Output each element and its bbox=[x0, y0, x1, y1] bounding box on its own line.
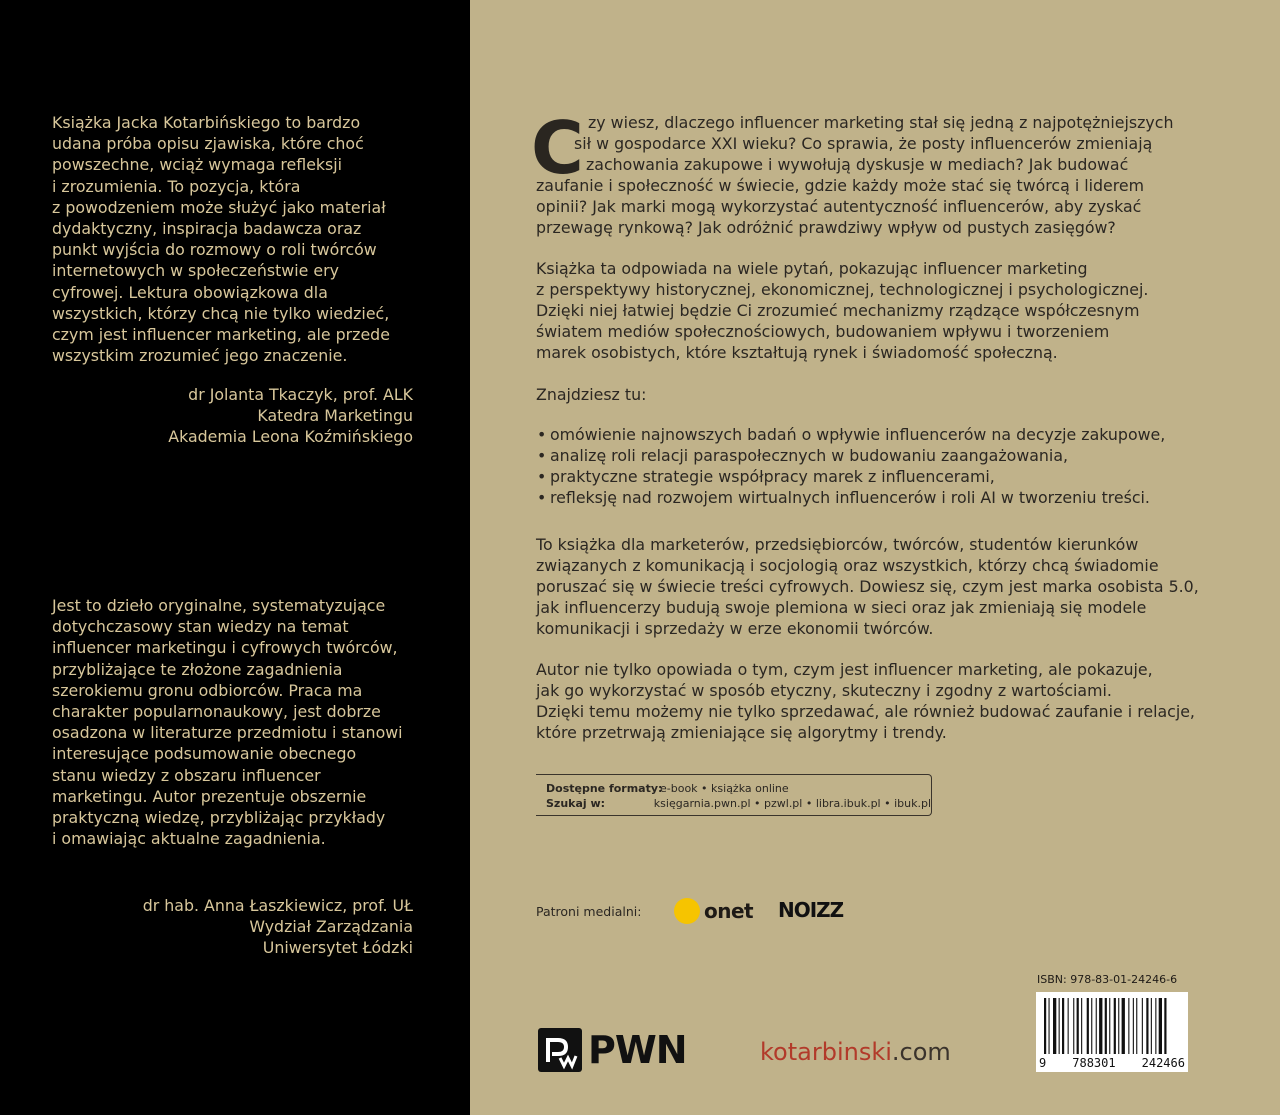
pwn-logo-text: PWN bbox=[588, 1028, 687, 1072]
quote-line: internetowych w społeczeństwie ery bbox=[52, 261, 339, 281]
reviewer-institution: Akademia Leona Koźmińskiego bbox=[168, 427, 413, 447]
description-paragraph bbox=[536, 258, 1186, 363]
onet-dot-icon bbox=[674, 898, 700, 924]
pwn-logo bbox=[538, 1028, 687, 1072]
text-line: komunikacji i sprzedaży w erze ekonomii twórców. bbox=[536, 619, 934, 639]
quote-line: i zrozumienia. To pozycja, która bbox=[52, 176, 301, 196]
text-line: zy wiesz, dlaczego influencer marketing stał się jedną z najpotężniejszych bbox=[588, 113, 1174, 132]
search-label: Szukaj w: bbox=[546, 797, 606, 810]
text-line: Autor nie tylko opowiada o tym, czym jest influencer marketing, ale pokazuje, bbox=[536, 660, 1153, 679]
reviewer-name: dr Jolanta Tkaczyk, prof. ALK bbox=[188, 385, 413, 404]
pwn-mark-icon bbox=[538, 1028, 582, 1072]
text-line: zachowania zakupowe i wywołują dyskusje w mediach? Jak budować bbox=[586, 155, 1129, 175]
barcode-digit-group: 242466 bbox=[1141, 1056, 1185, 1070]
text-line: Dzięki temu możemy nie tylko sprzedawać, ale również budować zaufanie i relacje, bbox=[536, 702, 1195, 722]
quote-line: osadzona w literaturze przedmiotu i stanowi bbox=[52, 723, 403, 743]
quote-line: dotychczasowy stan wiedzy na temat bbox=[52, 617, 349, 637]
quote-line: i omawiając aktualne zagadnienia. bbox=[52, 829, 326, 849]
barcode bbox=[1036, 992, 1188, 1072]
website-name: kotarbinski bbox=[760, 1038, 892, 1066]
text-line: To książka dla marketerów, przedsiębiorców, twórców, studentów kierunków bbox=[536, 535, 1139, 554]
quote-line: dydaktyczny, inspiracja badawcza oraz bbox=[52, 219, 362, 239]
author-website bbox=[760, 1038, 951, 1066]
search-row bbox=[546, 796, 931, 811]
quote-line: czym jest influencer marketing, ale przede bbox=[52, 325, 390, 345]
bullet-item: • praktyczne strategie współpracy marek z influencerami, bbox=[536, 466, 1186, 487]
quote-line: stanu wiedzy z obszaru influencer bbox=[52, 765, 321, 785]
reviewer-department: Wydział Zarządzania bbox=[249, 917, 413, 937]
barcode-digits bbox=[1036, 1056, 1188, 1070]
text-line: jak go wykorzystać w sposób etyczny, skuteczny i zgodny z wartościami. bbox=[536, 681, 1112, 701]
audience-paragraph bbox=[536, 534, 1199, 639]
text-line: poruszać się w świecie treści cyfrowych. Dowiesz się, czym jest marka osobista 5.0, bbox=[536, 577, 1199, 597]
formats-value: e-book • książka online bbox=[660, 782, 789, 795]
quote-line: szerokiemu gronu odbiorców. Praca ma bbox=[52, 680, 363, 700]
bullet-item: • refleksję nad rozwojem wirtualnych influencerów i roli AI w tworzeniu treści. bbox=[536, 487, 1186, 508]
onet-logo bbox=[674, 898, 753, 924]
back-cover-left-panel bbox=[0, 0, 470, 1115]
text-line: które przetrwają zmieniające się algorytmy i trendy. bbox=[536, 723, 947, 743]
noizz-logo: NOIZZ bbox=[778, 898, 844, 922]
onet-logo-text: onet bbox=[704, 899, 754, 923]
quote-line: charakter popularnonaukowy, jest dobrze bbox=[52, 702, 381, 722]
text-line: opinii? Jak marki mogą wykorzystać autentyczność influencerów, aby zyskać bbox=[536, 197, 1142, 217]
author-paragraph bbox=[536, 659, 1195, 743]
text-line: z perspektywy historycznej, ekonomicznej, technologicznej i psychologicznej. bbox=[536, 280, 1149, 300]
barcode-digit-group: 788301 bbox=[1072, 1056, 1116, 1070]
review-quote-1 bbox=[52, 112, 422, 366]
review-attribution-1 bbox=[53, 384, 413, 448]
media-patrons-label: Patroni medialni: bbox=[536, 904, 642, 919]
isbn-label: ISBN: 978-83-01-24246-6 bbox=[1037, 973, 1178, 986]
text-line: światem mediów społecznościowych, budowaniem wpływu i tworzeniem bbox=[536, 322, 1110, 342]
quote-line: z powodzeniem może służyć jako materiał bbox=[52, 197, 386, 217]
quote-line: interesujące podsumowanie obecnego bbox=[52, 744, 357, 764]
text-line: Książka ta odpowiada na wiele pytań, pokazując influencer marketing bbox=[536, 259, 1088, 278]
quote-line: punkt wyjścia do rozmowy o roli twórców bbox=[52, 240, 377, 260]
text-line: przewagę rynkową? Jak odróżnić prawdziwy wpływ od pustych zasięgów? bbox=[536, 218, 1116, 238]
text-line: związanych z komunikacją i socjologią oraz wszystkich, którzy chcą świadomie bbox=[536, 556, 1159, 576]
formats-info-box bbox=[536, 774, 932, 816]
find-here-text: Znajdziesz tu: bbox=[536, 385, 647, 404]
quote-line: powszechne, wciąż wymaga refleksji bbox=[52, 155, 343, 175]
formats-row bbox=[546, 781, 931, 796]
reviewer-institution: Uniwersytet Łódzki bbox=[262, 938, 413, 958]
drop-cap: C bbox=[531, 106, 584, 190]
text-line: Dzięki niej łatwiej będzie Ci zrozumieć mechanizmy rządzące współczesnym bbox=[536, 301, 1140, 321]
search-value: księgarnia.pwn.pl • pzwl.pl • libra.ibuk.pl • ibuk.pl bbox=[653, 797, 931, 810]
quote-line: Książka Jacka Kotarbińskiego to bardzo bbox=[52, 113, 361, 132]
quote-line: wszystkim zrozumieć jego znaczenie. bbox=[52, 346, 348, 366]
quote-line: cyfrowej. Lektura obowiązkowa dla bbox=[52, 282, 328, 302]
quote-line: praktyczną wiedzę, przybliżając przykłady bbox=[52, 808, 386, 828]
review-attribution-2 bbox=[53, 895, 413, 959]
intro-paragraph bbox=[536, 112, 1186, 239]
bullet-item: • omówienie najnowszych badań o wpływie influencerów na decyzje zakupowe, bbox=[536, 424, 1186, 445]
text-line: marek osobistych, które kształtują rynek i świadomość społeczną. bbox=[536, 343, 1058, 363]
quote-line: Jest to dzieło oryginalne, systematyzujące bbox=[52, 596, 386, 615]
bullet-item: • analizę roli relacji paraspołecznych w budowaniu zaangażowania, bbox=[536, 445, 1186, 466]
reviewer-department: Katedra Marketingu bbox=[257, 406, 413, 426]
formats-label: Dostępne formaty: bbox=[546, 782, 663, 795]
quote-line: marketingu. Autor prezentuje obszernie bbox=[52, 786, 367, 806]
barcode-digit-group: 9 bbox=[1039, 1056, 1047, 1070]
quote-line: wszystkich, którzy chcą nie tylko wiedzieć, bbox=[52, 303, 390, 323]
find-here-heading bbox=[536, 384, 1186, 405]
review-quote-2 bbox=[52, 595, 422, 849]
barcode-bars-icon bbox=[1042, 998, 1182, 1054]
text-line: jak influencerzy budują swoje plemiona w sieci oraz jak zmieniają się modele bbox=[536, 598, 1147, 618]
quote-line: udana próba opisu zjawiska, które choć bbox=[52, 134, 364, 154]
website-tld: .com bbox=[891, 1038, 951, 1066]
bullet-list bbox=[536, 424, 1186, 508]
text-line: zaufanie i społeczność w świecie, gdzie każdy może stać się twórcą i liderem bbox=[536, 176, 1145, 196]
text-line: sił w gospodarce XXI wieku? Co sprawia, że posty influencerów zmieniają bbox=[574, 134, 1153, 154]
quote-line: przybliżające te złożone zagadnienia bbox=[52, 659, 343, 679]
quote-line: influencer marketingu i cyfrowych twórców, bbox=[52, 638, 398, 658]
reviewer-name: dr hab. Anna Łaszkiewicz, prof. UŁ bbox=[142, 896, 413, 915]
